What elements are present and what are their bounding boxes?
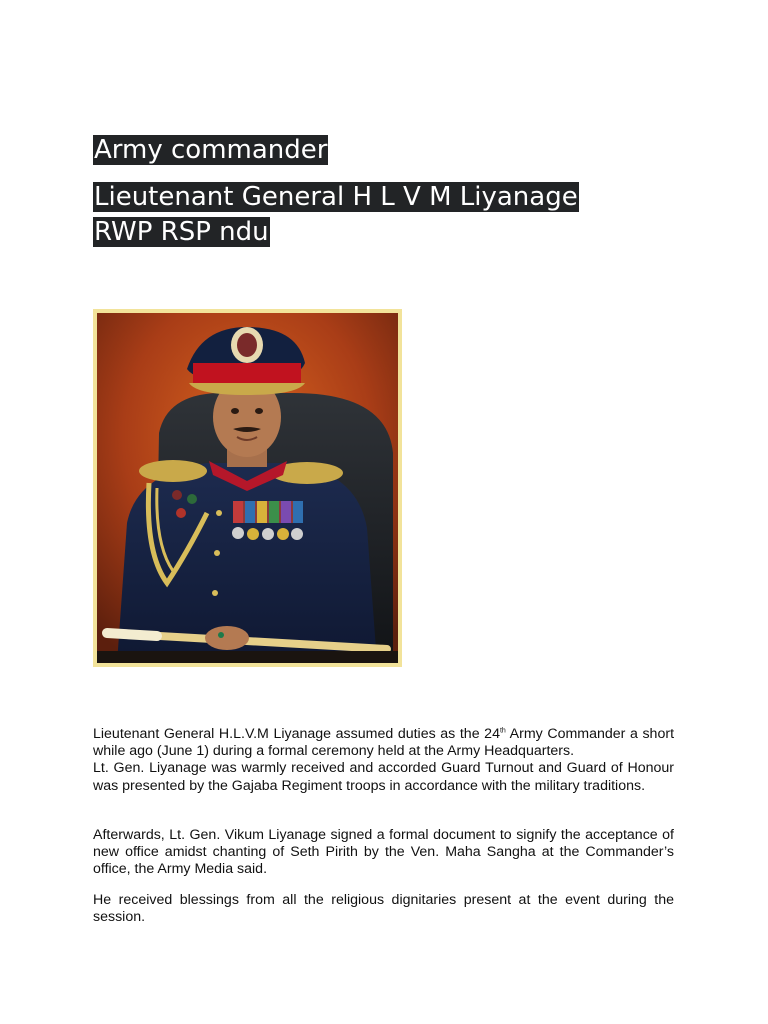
portrait-illustration: [97, 313, 398, 663]
title-rank-name: Lieutenant General H L V M Liyanage: [94, 182, 578, 212]
title-line-1: [93, 133, 328, 167]
paragraph-1-text-b: Army Commander a short while ago (June 1) during a formal ceremony held at the Army Headquarters.: [93, 726, 675, 760]
title-line-3: [93, 215, 270, 249]
title-army-commander: Army commander: [94, 135, 328, 165]
title-decorations: RWP RSP ndu: [94, 217, 269, 247]
paragraph-1-text-a: Lieutenant General H.L.V.M Liyanage assumed duties as the 24: [93, 726, 500, 742]
paragraph-1-sentence-1: [93, 726, 674, 760]
paragraph-1-sentence-2: Lt. Gen. Liyanage was warmly received and accorded Guard Turnout and Guard of Honour was presented by the Gajaba Regiment troops in accordance with the military traditions.: [93, 760, 674, 794]
paragraph-1: [93, 726, 674, 795]
commander-portrait: [93, 309, 402, 667]
ordinal-suffix: th: [499, 727, 506, 735]
paragraph-3: He received blessings from all the religious dignitaries present at the event during the session.: [93, 892, 674, 926]
paragraph-2: Afterwards, Lt. Gen. Vikum Liyanage signed a formal document to signify the acceptance of new office amidst chanting of Seth Pirith by the Ven. Maha Sangha at the Commander’s office, the Army Media said.: [93, 827, 674, 878]
title-line-2: [93, 180, 579, 214]
